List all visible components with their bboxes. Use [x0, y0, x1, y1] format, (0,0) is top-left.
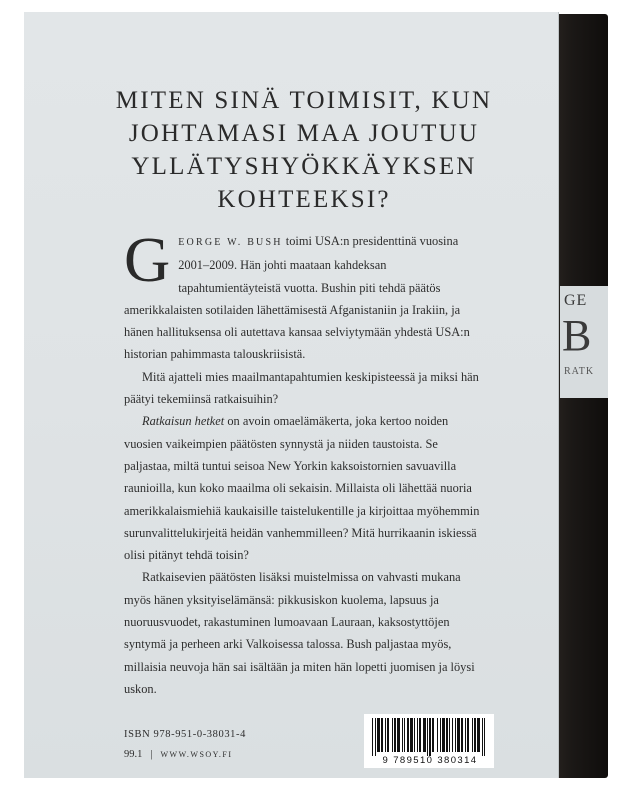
barcode-bar	[392, 718, 393, 752]
isbn: ISBN 978-951-0-38031-4	[124, 729, 246, 740]
blurb-paragraph-2: Mitä ajatteli mies maailmantapahtumien keskipisteessä ja miksi hän päätyi tekemiinsä ratkaisuihin?	[124, 369, 479, 407]
spine-author-fragment: GE	[564, 292, 588, 309]
barcode-bar	[472, 718, 473, 752]
barcode-bar	[381, 718, 383, 752]
author-name: EORGE W. BUSH	[178, 237, 283, 248]
spine-subtitle-fragment: RATK	[564, 366, 595, 377]
barcode-bar	[432, 718, 434, 752]
blurb-paragraph-1	[124, 224, 484, 366]
classification-row	[124, 749, 233, 760]
barcode-bar	[414, 718, 415, 752]
barcode-bar	[477, 718, 480, 752]
barcode-bar	[387, 718, 389, 752]
barcode-bar	[402, 718, 403, 752]
paragraph-3-text: on avoin omaelämäkerta, joka kertoo noiden vuosien vaikeimpien päätösten synnystä ja niiden taustoista. Se paljastaa, miltä tuntui seisoa New Yorkin kaksoistornien savuavilla raunioilla, kun koko maailma oli sekaisin. Millaista oli lähettää nuoria amerikkalaismiehiä kaukaisille taistelukentille ja kirjoittaa myöhemmin surunvalittelukirjeitä heidän vanhemmilleen? Mitä hurrikaanin iskiessä olisi pitänyt tehdä toisin?	[124, 414, 480, 563]
barcode-bar	[482, 718, 483, 756]
barcode	[364, 714, 494, 768]
class-code: 99.1	[124, 749, 143, 760]
barcode-bar	[457, 718, 460, 752]
publisher-website: WWW.WSOY.FI	[160, 750, 233, 759]
barcode-bar	[449, 718, 450, 752]
barcode-bar	[385, 718, 386, 752]
barcode-bar	[442, 718, 445, 752]
barcode-bar	[440, 718, 441, 752]
barcode-bar	[467, 718, 469, 752]
barcode-bar	[484, 718, 485, 756]
book-title: Ratkaisun hetket	[142, 414, 225, 429]
separator: |	[150, 749, 153, 760]
barcode-bar	[427, 718, 428, 756]
barcode-bar	[397, 718, 400, 752]
barcode-bar	[429, 718, 431, 756]
headline-line: MITEN SINÄ TOIMISIT, KUN	[115, 87, 493, 114]
barcode-bar	[410, 718, 413, 752]
barcode-bar	[375, 718, 376, 756]
barcode-bar	[404, 718, 405, 752]
spine-title-letter: B	[562, 311, 592, 360]
drop-cap: G	[124, 224, 171, 295]
headline	[54, 84, 554, 216]
blurb-body	[124, 224, 484, 700]
back-cover	[24, 12, 558, 778]
barcode-bar	[437, 718, 438, 752]
barcode-bar	[417, 718, 418, 752]
barcode-bar	[446, 718, 448, 752]
barcode-bar	[407, 718, 409, 752]
barcode-bar	[394, 718, 396, 752]
barcode-bar	[423, 718, 426, 752]
headline-line: YLLÄTYSHYÖKKÄYKSEN	[131, 153, 477, 180]
barcode-bar	[461, 718, 463, 752]
barcode-bars	[370, 718, 488, 756]
barcode-bar	[419, 718, 421, 752]
barcode-bar	[455, 718, 456, 752]
spine-title-strip	[560, 286, 608, 398]
headline-line: JOHTAMASI MAA JOUTUU	[128, 120, 480, 147]
barcode-number: 9 789510 380314	[382, 755, 478, 766]
barcode-bar	[465, 718, 466, 752]
blurb-paragraph-3	[124, 410, 484, 566]
barcode-bar	[372, 718, 373, 756]
barcode-bar	[474, 718, 476, 752]
paragraph-1-text: toimi USA:n presidenttinä vuosina 2001–2009. Hän johti maataan kahdeksan tapahtumientäyteistä vuotta. Bushin piti tehdä päätös amerikkalaisten sotilaiden lähettämisestä Afganistaniin ja Irakiin, ja hänen hallituksensa oli autettava kansaa selviytymään yhdestä USA:n historian pahimmasta talouskriisistä.	[124, 234, 470, 362]
blurb-paragraph-4: Ratkaisevien päätösten lisäksi muistelmissa on vahvasti mukana myös hänen yksityiselämänsä: pikkusiskon kuolema, lapsuus ja nuoruusvuodet, rakastuminen lumoavaan Lauraan, kaksostyttöjen syntymä ja perheen arki Valkoisessa talossa. Bush paljastaa myös, millaisia neuvoja hän sai isältään ja miten hän lopetti juomisen ja löysi uskon.	[124, 570, 475, 696]
barcode-bar	[452, 718, 453, 752]
barcode-bar	[377, 718, 380, 752]
headline-line: KOHTEEKSI?	[217, 186, 391, 213]
